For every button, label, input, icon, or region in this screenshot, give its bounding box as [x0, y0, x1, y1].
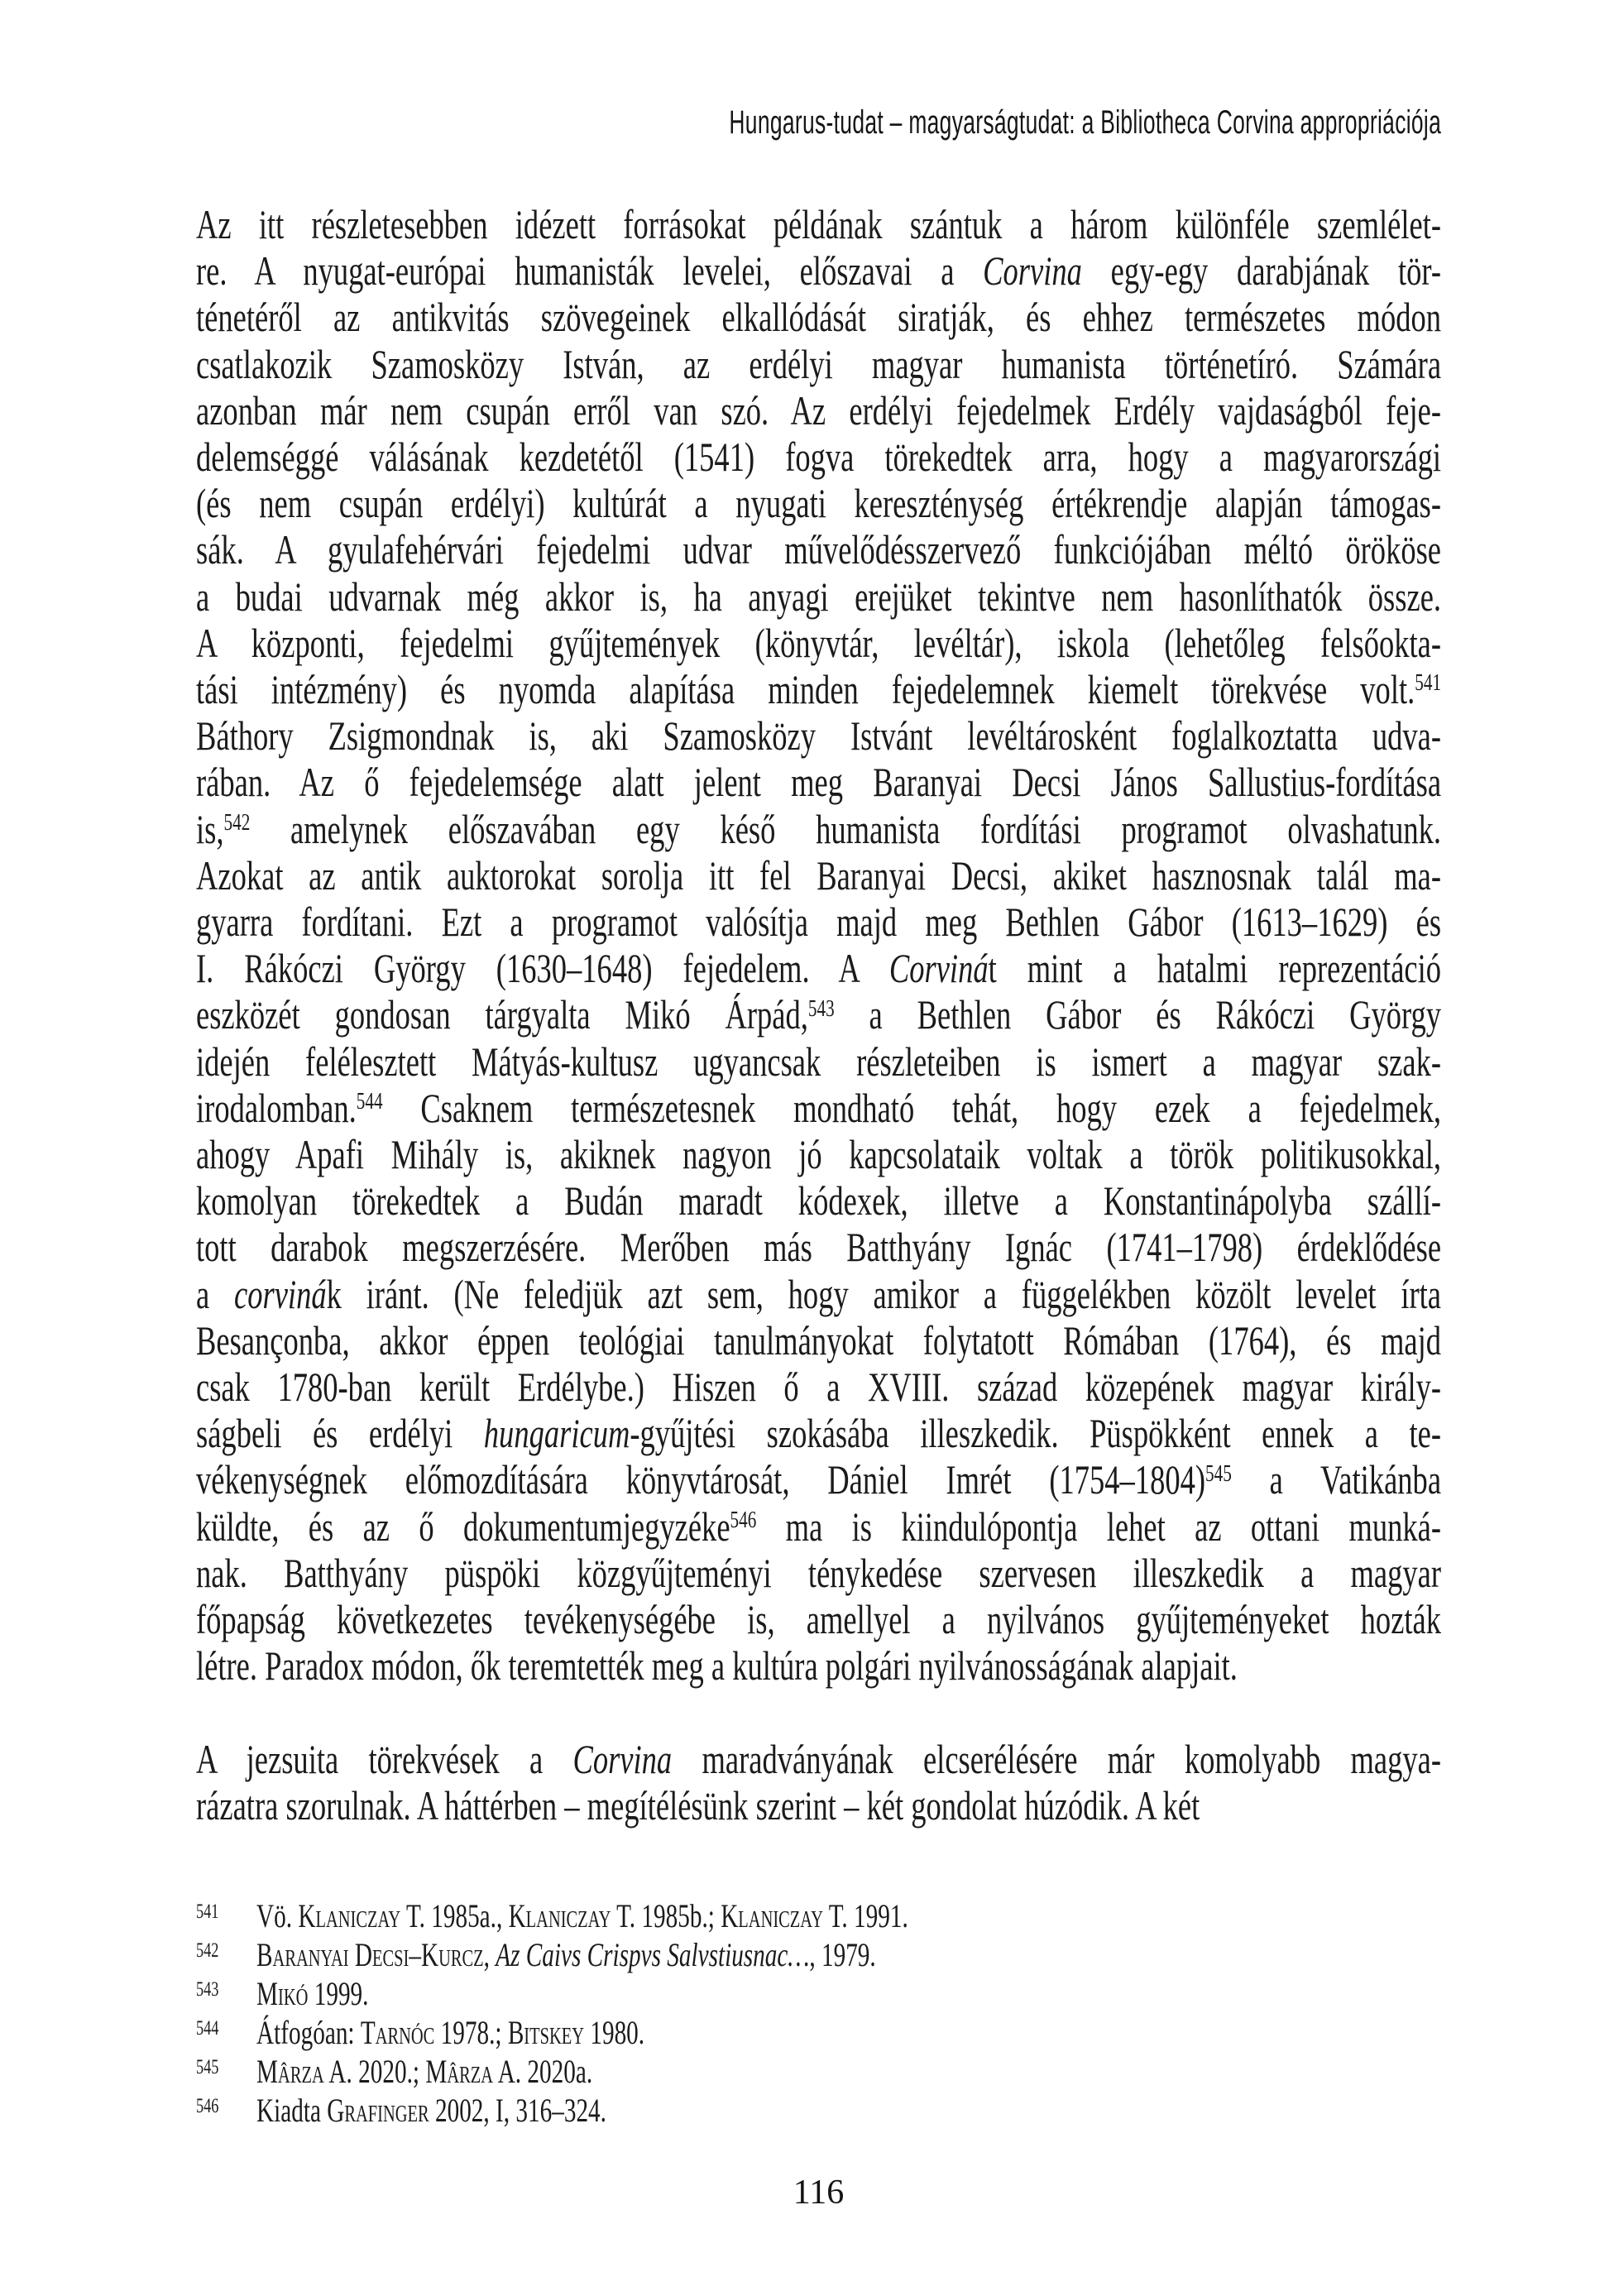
footnote-number: 544 — [196, 2017, 219, 2040]
text-run: a Bethlen Gábor és Rákóczi György — [834, 991, 1442, 1038]
text-run: is, — [196, 805, 224, 852]
text-run: Mârza — [425, 2053, 494, 2090]
text-run: tási intézmény) és nyomda alapítása minden fejedelemnek kiemelt törekvése volt. — [196, 666, 1415, 713]
text-run: a budai udvarnak még akkor is, ha anyagi erejüket tekintve nem hasonlíthatók össze. — [196, 573, 1442, 620]
text-line — [196, 945, 1441, 991]
text-line — [196, 1782, 1441, 1829]
text-line — [196, 712, 1441, 759]
text-line — [196, 1085, 1441, 1131]
text-line — [196, 387, 1441, 434]
text-line — [196, 1503, 1441, 1550]
text-run: , 1979. — [809, 1936, 876, 1973]
text-run: Corviná — [888, 945, 989, 992]
text-run: ténetéről az antikvitás szövegeinek elkallódását siratják, és ehhez természetes módon — [196, 294, 1442, 341]
text-run: Besançonba, akkor éppen teológiai tanulmányokat folytatott Rómában (1764), és majd — [196, 1316, 1442, 1364]
text-run: csak 1780-ban került Erdélybe.) Hiszen ő a XVIII. század közepének magyar király- — [196, 1364, 1442, 1411]
text-run: egy-egy darabjának tör- — [1081, 247, 1442, 295]
text-line — [196, 201, 1441, 247]
footnote — [196, 2054, 1441, 2093]
text-run: , — [483, 1936, 496, 1973]
text-run: a — [196, 1270, 235, 1317]
running-header-text: Hungarus-tudat – magyarságtudat: a Bibliotheca Corvina appropriációja — [729, 104, 1441, 141]
text-run: T. 1985b.; — [611, 1897, 721, 1934]
text-run: Klaniczay — [721, 1897, 823, 1934]
footnote — [196, 1938, 1441, 1977]
paragraph — [196, 1736, 1441, 1829]
text-run: 1980. — [584, 2014, 645, 2051]
text-run: Átfogóan: — [256, 2014, 361, 2051]
text-run: Corvina — [983, 247, 1082, 295]
text-run: irodalomban. — [196, 1084, 357, 1131]
footnote-number: 542 — [196, 1939, 219, 1962]
text-run: Vö. — [256, 1897, 299, 1934]
text-run: azonban már nem csupán erről van szó. Az erdélyi fejedelmek Erdély vajdaságból feje- — [196, 386, 1442, 434]
text-line — [196, 852, 1441, 899]
footnote-ref: 545 — [1205, 1460, 1232, 1487]
footnote-ref: 542 — [223, 808, 251, 836]
text-run: Kiadta — [256, 2092, 328, 2129]
text-line — [196, 1410, 1441, 1456]
text-run: (és nem csupán erdélyi) kultúrát a nyugati kereszténység értékrendje alapján támogas- — [196, 480, 1442, 527]
text-run: rázatra szorulnak. A háttérben – megítélésünk szerint – két gondolat húzódik. A két — [196, 1781, 1200, 1829]
text-run: ahogy Apafi Mihály is, akiknek nagyon jó kapcsolataik voltak a török politikusokkal, — [196, 1131, 1442, 1178]
text-run: A központi, fejedelmi gyűjtemények (könyvtár, levéltár), iskola (lehetőleg felsőokta- — [196, 619, 1442, 666]
text-line — [196, 1364, 1441, 1410]
text-run: csatlakozik Szamosközy István, az erdélyi magyar humanista történetíró. Számára — [196, 340, 1442, 387]
text-run: Corvina — [572, 1735, 673, 1782]
text-line — [196, 806, 1441, 852]
footnote — [196, 1977, 1441, 2016]
text-run: komolyan törekedtek a Budán maradt kódexek, illetve a Konstantinápolyba szállí- — [196, 1177, 1442, 1225]
text-run: idején felélesztett Mátyás-kultusz ugyancsak részleteiben is ismert a magyar szak- — [196, 1038, 1442, 1085]
text-run: Az itt részletesebben idézett forrásokat példának szántuk a három különféle szemlélet- — [196, 201, 1442, 247]
footnote-ref: 541 — [1415, 669, 1442, 697]
text-run: rában. Az ő fejedelemsége alatt jelent meg Baranyai Decsi János Sallustius-fordítása — [196, 759, 1442, 806]
footnote-text — [256, 2092, 606, 2129]
text-line — [196, 434, 1441, 480]
text-run: A jezsuita törekvések a — [196, 1735, 573, 1782]
text-line — [196, 1317, 1441, 1364]
text-run: Az Caivs Crispvs Salvstiusnac… — [496, 1936, 810, 1973]
text-line — [196, 620, 1441, 666]
text-run: 1999. — [308, 1975, 369, 2012]
text-run: Azokat az antik auktorokat sorolja itt fel Baranyai Decsi, akiket hasznosnak talál ma- — [196, 851, 1442, 899]
text-line — [196, 1736, 1441, 1782]
text-run: Csaknem természetesnek mondható tehát, hogy ezek a fejedelmek, — [382, 1084, 1442, 1131]
text-run: Baranyai Decsi–Kurcz — [256, 1936, 484, 1973]
footnote-text — [256, 2053, 592, 2090]
text-line — [196, 1038, 1441, 1085]
text-line — [196, 247, 1441, 294]
paragraph — [196, 201, 1441, 1690]
text-line — [196, 1456, 1441, 1503]
text-run: küldte, és az ő dokumentumjegyzéke — [196, 1503, 730, 1550]
text-run: re. A nyugat-európai humanisták levelei, előszavai a — [196, 247, 984, 295]
text-line — [196, 480, 1441, 526]
footnote-number: 543 — [196, 1978, 219, 2001]
text-line — [196, 1131, 1441, 1177]
text-run: főpapság következetes tevékenységébe is, amellyel a nyilvános gyűjteményeket hozták — [196, 1596, 1442, 1643]
text-line — [196, 1271, 1441, 1317]
text-run: corviná — [234, 1270, 327, 1317]
text-run: eszközét gondosan tárgyalta Mikó Árpád, — [196, 991, 808, 1038]
text-run: k iránt. (Ne feledjük azt sem, hogy amikor a függelékben közölt levelet írta — [326, 1270, 1442, 1317]
text-run: gyarra fordítani. Ezt a programot valósítja majd meg Bethlen Gábor (1613–1629) és — [196, 899, 1442, 946]
running-header — [729, 103, 1441, 142]
text-line — [196, 1642, 1441, 1689]
footnote-text — [256, 1936, 876, 1973]
text-run: Klaniczay — [298, 1897, 401, 1934]
footnote — [196, 1899, 1441, 1938]
text-line — [196, 666, 1441, 712]
text-run: nak. Batthyány püspöki közgyűjteményi ténykedése szervesen illeszkedik a magyar — [196, 1549, 1442, 1596]
footnote-number: 546 — [196, 2095, 219, 2117]
text-line — [196, 573, 1441, 620]
footnote-text — [256, 1975, 368, 2012]
text-line — [196, 1596, 1441, 1642]
text-line — [196, 526, 1441, 573]
text-run: sák. A gyulafehérvári fejedelmi udvar művelődésszervező funkciójában méltó örököse — [196, 526, 1442, 573]
footnote-number: 545 — [196, 2056, 219, 2078]
text-run: Tarnóc — [360, 2014, 435, 2051]
text-run: tott darabok megszerzésére. Merőben más Batthyány Ignác (1741–1798) érdeklődése — [196, 1224, 1442, 1271]
text-run: t mint a hatalmi reprezentáció — [988, 945, 1442, 992]
text-run: A. 2020a. — [493, 2053, 593, 2090]
text-run: vékenységnek előmozdítására könyvtárosát, Dániel Imrét (1754–1804) — [196, 1456, 1206, 1503]
text-run: Klaniczay — [508, 1897, 611, 1934]
text-run: delemséggé válásának kezdetétől (1541) fogva törekedtek arra, hogy a magyarországi — [196, 434, 1442, 481]
footnote-number: 541 — [196, 1901, 219, 1923]
text-line — [196, 1177, 1441, 1224]
text-line — [196, 341, 1441, 387]
page-number: 116 — [793, 2174, 845, 2212]
text-run: létre. Paradox módon, ők teremtették meg a kultúra polgári nyilvánosságának alapjait. — [196, 1642, 1238, 1690]
footnote — [196, 2016, 1441, 2054]
text-line — [196, 1550, 1441, 1596]
footnote-text — [256, 1897, 908, 1934]
text-run: 1978.; — [434, 2014, 508, 2051]
text-run: hungaricum — [483, 1410, 630, 1457]
footnotes — [196, 1899, 1441, 2132]
footnote-text — [256, 2014, 644, 2051]
text-line — [196, 294, 1441, 340]
text-line — [196, 991, 1441, 1038]
footnote — [196, 2093, 1441, 2132]
text-run: 2002, I, 316–324. — [429, 2092, 606, 2129]
text-run: a Vatikánba — [1231, 1456, 1442, 1503]
text-run: amelynek előszavában egy késő humanista fordítási programot olvashatunk. — [250, 805, 1442, 852]
text-run: Báthory Zsigmondnak is, aki Szamosközy Istvánt levéltárosként foglalkoztatta udva- — [196, 712, 1442, 760]
text-line — [196, 899, 1441, 945]
text-run: I. Rákóczi György (1630–1648) fejedelem. A — [196, 945, 889, 992]
text-run: T. 1991. — [822, 1897, 908, 1934]
text-run: Mikó — [256, 1975, 309, 2012]
text-run: T. 1985a., — [400, 1897, 509, 1934]
text-line — [196, 1224, 1441, 1270]
footnote-ref: 543 — [807, 995, 835, 1022]
text-line — [196, 759, 1441, 805]
text-run: Bitskey — [507, 2014, 585, 2051]
footnote-ref: 544 — [356, 1087, 383, 1114]
text-run: ságbeli és erdélyi — [196, 1410, 484, 1457]
body-text — [196, 201, 1441, 1829]
text-run: Grafinger — [327, 2092, 429, 2129]
footnote-ref: 546 — [730, 1506, 757, 1533]
text-run: ma is kiindulópontja lehet az ottani munká- — [756, 1503, 1442, 1550]
text-run: -gyűjtési szokásába illeszkedik. Püspökként ennek a te- — [630, 1410, 1442, 1457]
text-run: Mârza — [256, 2053, 324, 2090]
text-run: A. 2020.; — [323, 2053, 426, 2090]
text-run: maradványának elcserélésére már komolyabb magya- — [672, 1735, 1442, 1782]
